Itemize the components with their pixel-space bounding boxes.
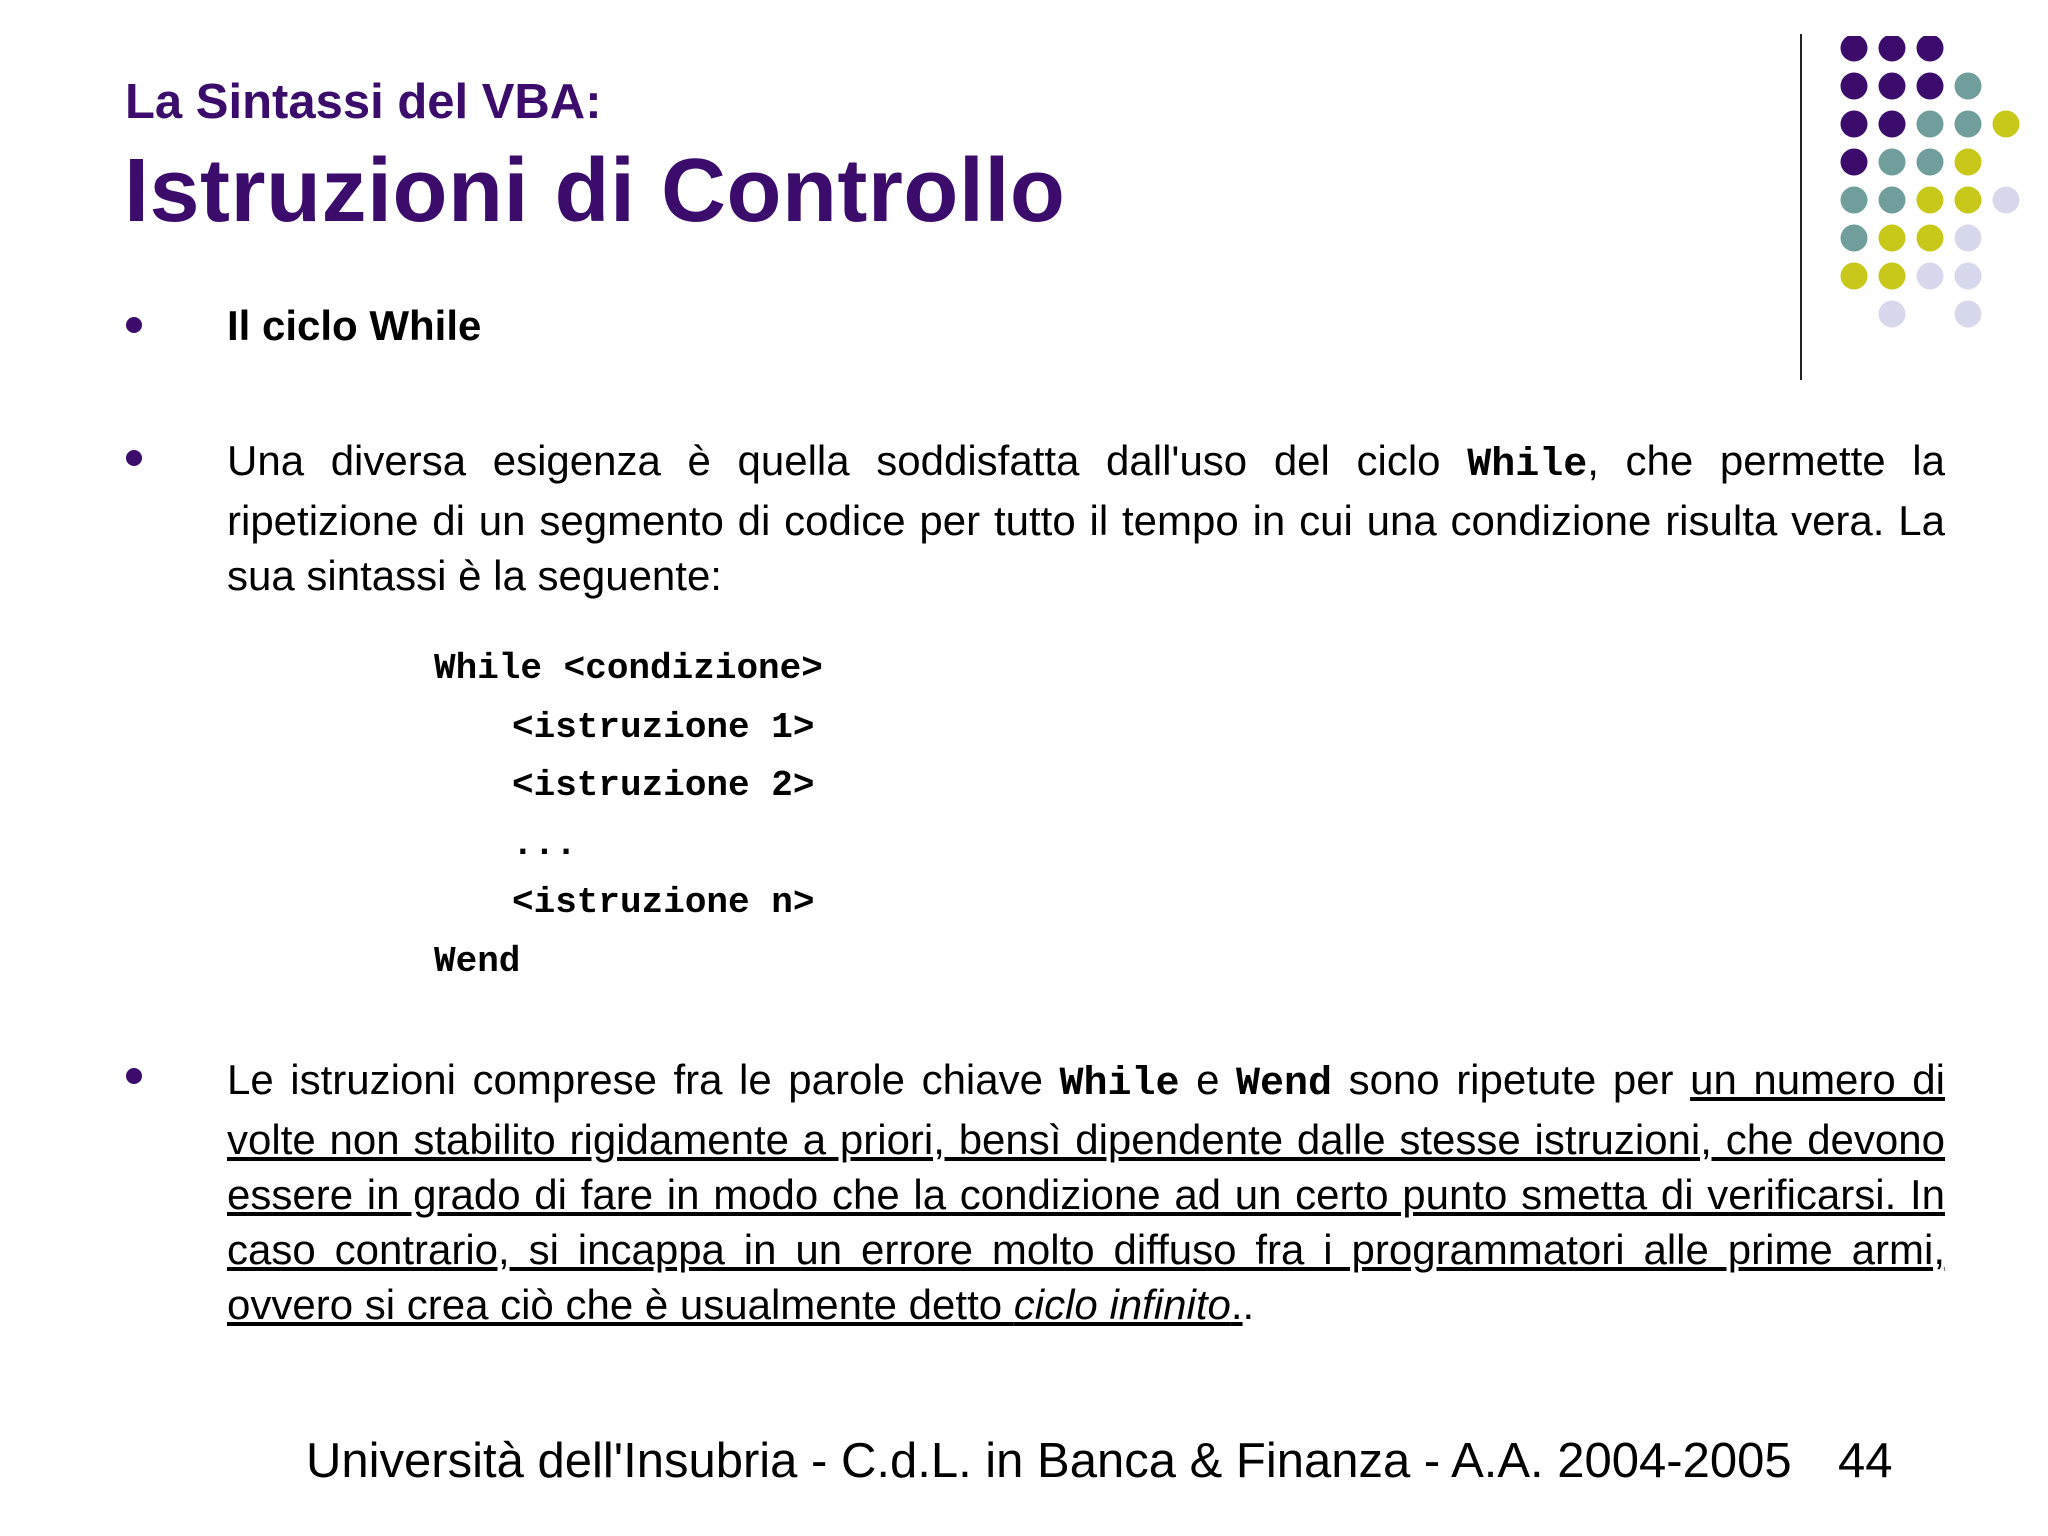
decorative-dot bbox=[1955, 73, 1982, 100]
decorative-dot bbox=[1841, 149, 1868, 176]
slide-footer: Università dell'Insubria - C.d.L. in Banca & Finanza - A.A. 2004-2005 bbox=[306, 1434, 1792, 1488]
decorative-dot bbox=[1841, 36, 1868, 62]
decorative-dot bbox=[1917, 225, 1944, 252]
decorative-dot bbox=[1955, 263, 1982, 290]
decorative-dot bbox=[1917, 36, 1944, 62]
text: sono ripetute per bbox=[1332, 1056, 1691, 1103]
slide-number: 44 bbox=[1838, 1434, 1893, 1488]
decorative-dot bbox=[1879, 111, 1906, 138]
decorative-dot bbox=[1993, 111, 2020, 138]
bullet-icon bbox=[126, 317, 142, 333]
slide-subtitle: La Sintassi del VBA: bbox=[125, 75, 602, 129]
decorative-dot bbox=[1955, 149, 1982, 176]
text: e bbox=[1179, 1056, 1237, 1103]
keyword: While bbox=[1467, 443, 1588, 488]
emphasis bbox=[1014, 1281, 1231, 1328]
decorative-dot bbox=[1917, 111, 1944, 138]
decorative-dot-grid bbox=[1840, 36, 2040, 336]
slide-title: Istruzioni di Controllo bbox=[124, 141, 1066, 241]
code-line: <istruzione 1> bbox=[512, 706, 815, 748]
keyword: While bbox=[1059, 1062, 1180, 1107]
decorative-divider bbox=[1800, 34, 1802, 380]
decorative-dot bbox=[1879, 263, 1906, 290]
decorative-dot bbox=[1841, 73, 1868, 100]
decorative-dot bbox=[1955, 111, 1982, 138]
keyword: Wend bbox=[1236, 1062, 1333, 1107]
decorative-dot bbox=[1879, 187, 1906, 214]
bullet-icon bbox=[126, 1068, 142, 1084]
paragraph-intro bbox=[227, 433, 1945, 603]
code-line: ... bbox=[512, 823, 577, 865]
text: Le istruzioni comprese fra le parole chiave bbox=[227, 1056, 1060, 1103]
text-end: . bbox=[1242, 1281, 1255, 1328]
decorative-dot bbox=[1955, 225, 1982, 252]
decorative-dot bbox=[1955, 187, 1982, 214]
code-line: <istruzione n> bbox=[512, 882, 815, 923]
text: Una diversa esigenza è quella soddisfatta dall'uso del ciclo bbox=[227, 437, 1468, 484]
code-line: <istruzione 2> bbox=[512, 765, 815, 806]
decorative-dot bbox=[1879, 36, 1906, 62]
bullet-icon bbox=[126, 450, 142, 466]
code-line: While <condizione> bbox=[434, 648, 823, 689]
decorative-dot bbox=[1879, 225, 1906, 252]
section-heading: Il ciclo While bbox=[227, 302, 482, 349]
decorative-dot bbox=[1841, 111, 1868, 138]
italic-term: ciclo infinito bbox=[1013, 1281, 1231, 1328]
decorative-dot bbox=[1917, 149, 1944, 176]
decorative-dot bbox=[1917, 73, 1944, 100]
decorative-dot bbox=[1955, 301, 1982, 328]
code-line: Wend bbox=[434, 940, 521, 982]
decorative-dot bbox=[1879, 149, 1906, 176]
code-block bbox=[434, 640, 823, 991]
decorative-dot bbox=[1879, 301, 1906, 328]
decorative-dot bbox=[1841, 225, 1868, 252]
decorative-dot bbox=[1993, 187, 2020, 214]
decorative-dot bbox=[1879, 73, 1906, 100]
decorative-dot bbox=[1917, 187, 1944, 214]
underlined-text: un numero di volte non stabilito rigidamente a priori, bensì dipendente dalle stesse istruzioni, che devono essere in grado di fare in modo che la condizione ad un certo punto smetta di verificarsi. In caso contrario, si incappa in un errore molto diffuso fra i programmatori alle prime armi, ovvero si crea ciò che è usualmente detto bbox=[227, 1056, 1945, 1328]
text: , che permette la ripetizione di un segmento di codice per tutto il tempo in cui una condizione risulta vera. La sua sintassi è la seguente: bbox=[227, 437, 1945, 599]
decorative-dot bbox=[1917, 263, 1944, 290]
underlined-end: . bbox=[1230, 1281, 1243, 1328]
paragraph-explanation bbox=[227, 1052, 1945, 1332]
decorative-dot bbox=[1841, 263, 1868, 290]
decorative-dot bbox=[1841, 187, 1868, 214]
